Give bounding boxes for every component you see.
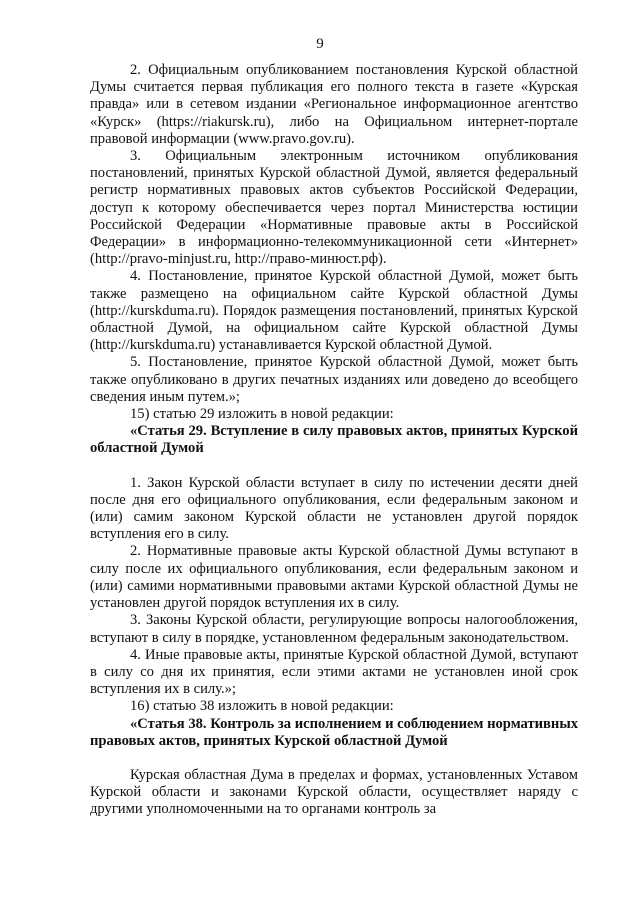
article-29-part-1: 1. Закон Курской области вступает в силу по истечении десяти дней после дня его официального опубликования, если федеральным законом и (или) самим законом Курской области не установлен другой порядок вступления его в силу. <box>90 474 578 543</box>
document-body <box>90 62 578 819</box>
article-29-part-3: 3. Законы Курской области, регулирующие вопросы налогообложения, вступают в силу в порядке, установленном федеральным законодательством. <box>90 612 578 646</box>
page-number: 9 <box>316 36 324 52</box>
article-38-heading: «Статья 38. Контроль за исполнением и соблюдением нормативных правовых актов, принятых Курской областной Думой <box>90 715 579 749</box>
article-38-text: Курская областная Дума в пределах и формах, установленных Уставом Курской области и законами Курской области, осуществляет наряду с другими уполномоченными на то органами контроль за <box>90 766 578 818</box>
article-29-part-4: 4. Иные правовые акты, принятые Курской областной Думой, вступают в силу со дня их принятия, если этими актами не установлен иной срок вступления их в силу.»; <box>90 646 578 698</box>
paragraph-clause-2: 2. Официальным опубликованием постановления Курской областной Думы считается первая публикация его полного текста в газете «Курская правда» или в сетевом издании «Региональное информационное агентство «Курск» (https://riakursk.ru), либо на Официальном интернет-портале правовой информации (www.pravo.gov.ru). <box>90 62 578 147</box>
paragraph-item-16: 16) статью 38 изложить в новой редакции: <box>130 698 394 715</box>
paragraph-clause-5: 5. Постановление, принятое Курской областной Думой, может быть также опубликовано в других печатных изданиях или доведено до всеобщего сведения иным путем.»; <box>90 354 578 405</box>
article-29-heading: «Статья 29. Вступление в силу правовых актов, принятых Курской областной Думой <box>90 423 578 457</box>
paragraph-clause-4: 4. Постановление, принятое Курской областной Думой, может быть также размещено на официальном сайте Курской областной Думы (http://kurskduma.ru). Порядок размещения постановлений, принятых Курской областной Думой, на официальном сайте Курской областной Думы (http://kurskduma.ru) устанавливается Курской областной Думой. <box>90 268 578 354</box>
paragraph-item-15: 15) статью 29 изложить в новой редакции: <box>130 406 394 423</box>
paragraph-clause-3: 3. Официальным электронным источником опубликования постановлений, принятых Курской областной Думой, является федеральный регистр нормативных правовых актов субъектов Российской Федерации, доступ к которому обеспечивается через портал Министерства юстиции Российской Федерации «Нормативные правовые акты в Российской Федерации» в информационно-телекоммуникационной сети «Интернет» (http://pravo-minjust.ru, http://право-минюст.рф). <box>90 148 578 268</box>
article-29-part-2: 2. Нормативные правовые акты Курской областной Думы вступают в силу после их официального опубликования, если федеральным законом и (или) самими нормативными правовыми актами Курской областной Думы не установлен другой порядок вступления их в силу. <box>90 543 578 612</box>
